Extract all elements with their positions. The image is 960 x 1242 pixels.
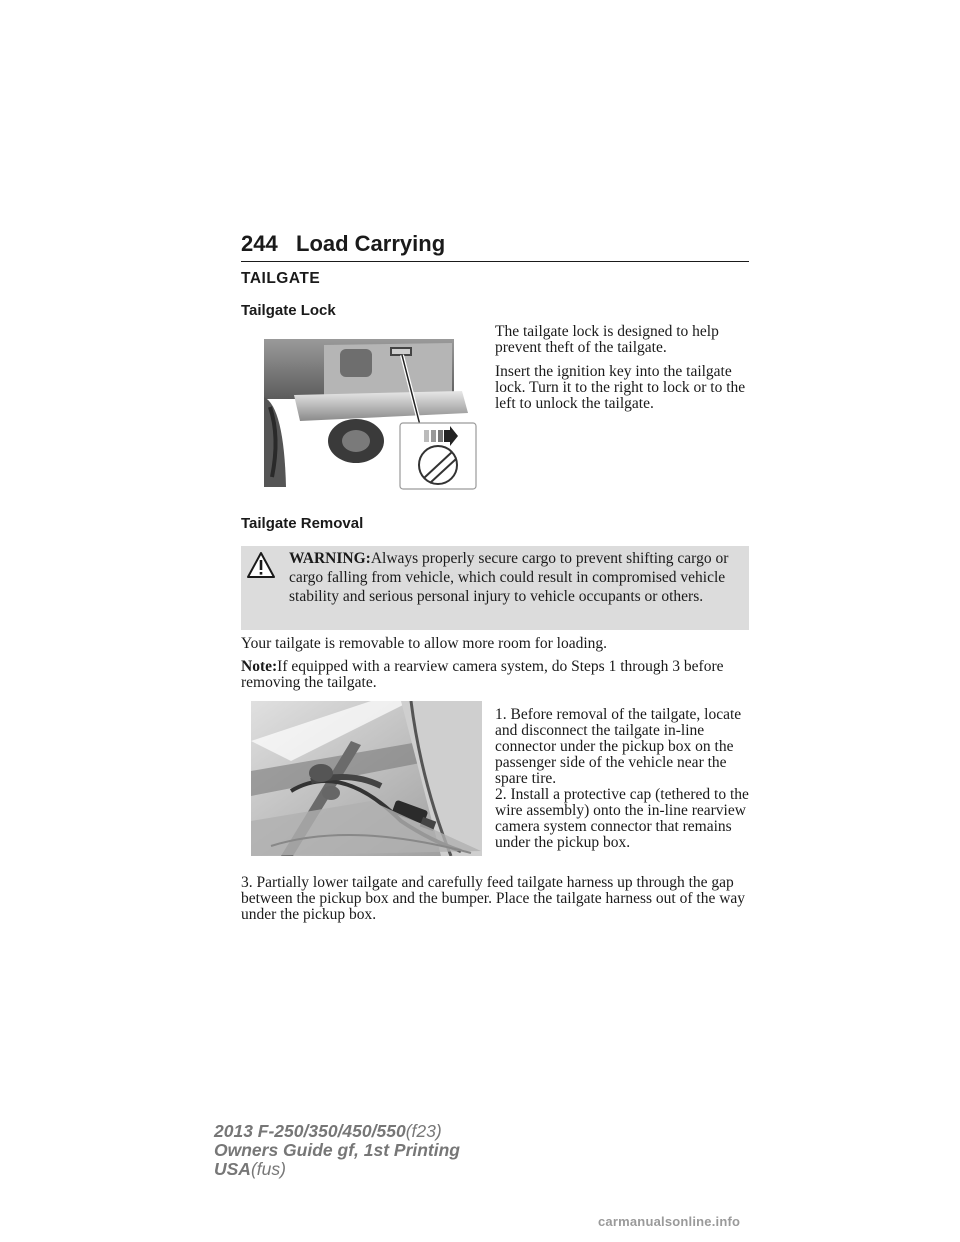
page-number: 244: [241, 231, 278, 256]
tailgate-lock-heading: Tailgate Lock: [241, 302, 336, 319]
tailgate-lock-para2: Insert the ignition key into the tailgate lock. Turn it to the right to lock or to the left to unlock the tailgate.: [495, 363, 746, 412]
footer-line-2: Owners Guide gf, 1st Printing: [214, 1140, 460, 1160]
step-2: 2. Install a protective cap (tethered to the wire assembly) onto the in-line rearview camera system connector that remains under the pickup box.: [495, 786, 749, 851]
tailgate-lock-illustration: [264, 337, 478, 491]
tailgate-lock-para1: The tailgate lock is designed to help prevent theft of the tailgate.: [495, 323, 719, 356]
footer-model-code: (f23): [405, 1121, 442, 1141]
footer-market-code: (fus): [250, 1159, 286, 1179]
step-1: 1. Before removal of the tailgate, locate and disconnect the tailgate in-line connector under the pickup box on the passenger side of the vehicle near the spare tire.: [495, 706, 742, 787]
section-title: TAILGATE: [241, 270, 321, 287]
connector-illustration: [251, 701, 482, 856]
footer-model: 2013 F-250/350/450/550: [214, 1121, 406, 1141]
warning-text: [241, 549, 741, 606]
removal-note: [241, 659, 753, 691]
note-label: Note:: [241, 658, 278, 675]
watermark: carmanualsonline.info: [598, 1214, 741, 1229]
warning-body: Always properly secure cargo to prevent shifting cargo or cargo falling from vehicle, which could result in compromised vehicle stability and serious personal injury to vehicle occupants or others.: [289, 550, 729, 605]
footer-line-1: [214, 1122, 442, 1140]
header-rule: [241, 261, 749, 262]
section-header-title: Load Carrying: [296, 231, 446, 256]
removal-intro: Your tailgate is removable to allow more room for loading.: [241, 635, 608, 652]
footer-market: USA: [214, 1159, 251, 1179]
warning-label: WARNING:: [289, 550, 371, 567]
step-3: 3. Partially lower tailgate and carefully feed tailgate harness up through the gap between the pickup box and the bumper. Place the tailgate harness out of the way under the pickup box.: [241, 874, 746, 923]
tailgate-removal-heading: Tailgate Removal: [241, 515, 364, 532]
note-text: If equipped with a rearview camera system, do Steps 1 through 3 before removing the tailgate.: [241, 658, 724, 691]
footer-line-3: [214, 1160, 286, 1178]
